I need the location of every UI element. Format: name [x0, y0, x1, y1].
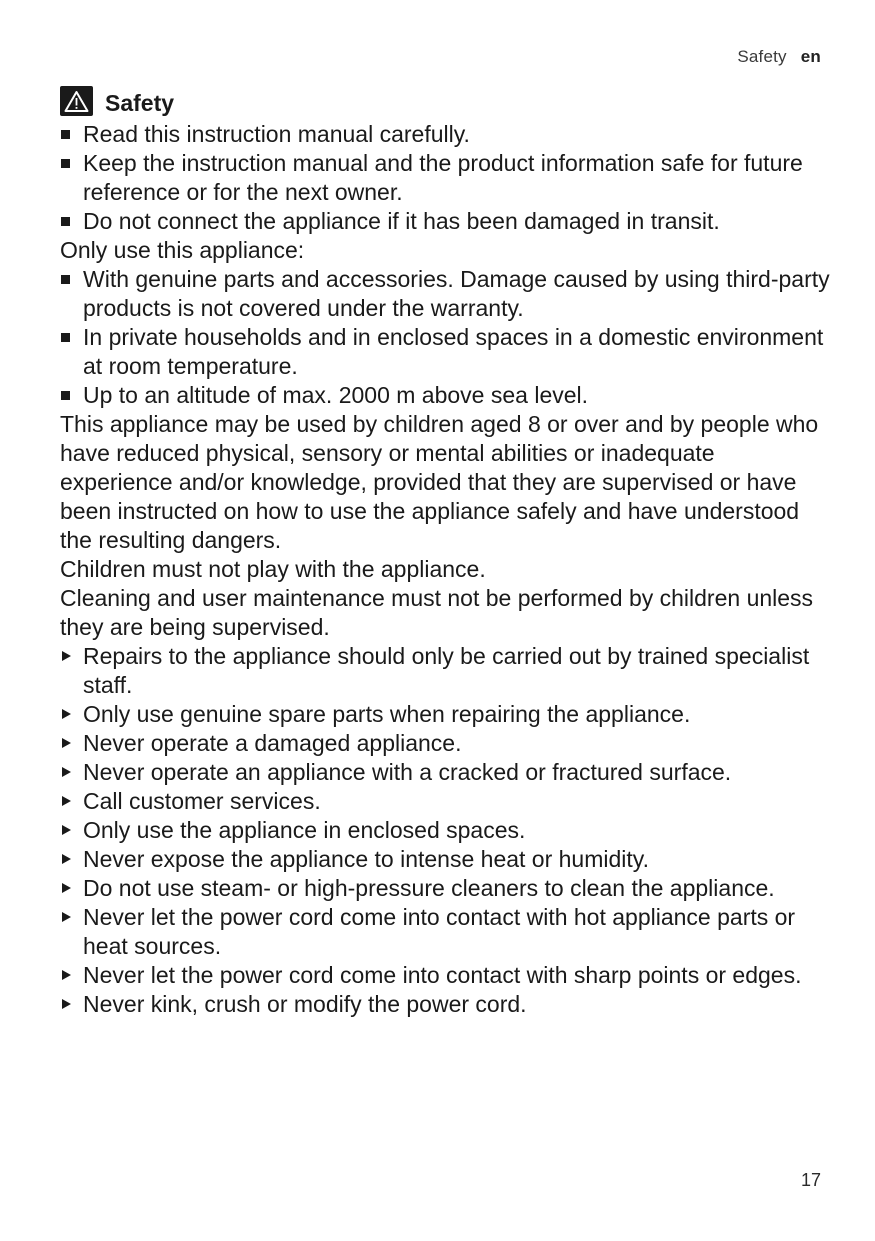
list-item: [60, 149, 830, 207]
list-item-text: In private households and in enclosed spaces in a domestic environment at room temperature.: [83, 324, 824, 379]
action-item: [60, 816, 830, 845]
list-item-text: Read this instruction manual carefully.: [83, 121, 470, 147]
list-item-text: Up to an altitude of max. 2000 m above sea level.: [83, 382, 589, 408]
action-item: [60, 729, 830, 758]
action-item: [60, 758, 830, 787]
list-item: [60, 120, 830, 149]
action-item: [60, 787, 830, 816]
action-item-text: Never let the power cord come into contact with hot appliance parts or heat sources.: [83, 904, 796, 959]
header-section: Safety: [737, 47, 787, 66]
triangle-arrow-icon: [62, 883, 71, 893]
square-bullet-icon: [61, 333, 70, 342]
action-item: [60, 845, 830, 874]
triangle-arrow-icon: [62, 999, 71, 1009]
section-title-row: [60, 84, 174, 118]
play-paragraph: Children must not play with the appliance.: [60, 556, 486, 582]
list-item: [60, 207, 830, 236]
running-header: [737, 47, 821, 67]
page-number: 17: [800, 1170, 821, 1190]
action-item: [60, 700, 830, 729]
section-title: Safety: [105, 89, 175, 116]
triangle-arrow-icon: [62, 912, 71, 922]
action-item-text: Only use genuine spare parts when repairing the appliance.: [83, 701, 691, 727]
triangle-arrow-icon: [62, 651, 71, 661]
list-item: [60, 381, 830, 410]
action-item-text: Call customer services.: [83, 788, 321, 814]
safety-content: [60, 120, 830, 1019]
triangle-arrow-icon: [62, 854, 71, 864]
action-item-text: Never operate a damaged appliance.: [83, 730, 462, 756]
square-bullet-icon: [61, 217, 70, 226]
triangle-arrow-icon: [62, 970, 71, 980]
action-item-text: Never expose the appliance to intense heat or humidity.: [83, 846, 649, 872]
list-item-text: Do not connect the appliance if it has been damaged in transit.: [83, 208, 720, 234]
list-item-text: Keep the instruction manual and the product information safe for future reference or for the next owner.: [83, 150, 803, 205]
action-item-text: Never let the power cord come into contact with sharp points or edges.: [83, 962, 802, 988]
action-item-text: Only use the appliance in enclosed spaces.: [83, 817, 526, 843]
square-bullet-icon: [61, 159, 70, 168]
list-item-text: With genuine parts and accessories. Damage caused by using third-party products is not covered under the warranty.: [83, 266, 830, 321]
triangle-arrow-icon: [62, 709, 71, 719]
square-bullet-icon: [61, 391, 70, 400]
children-paragraph: This appliance may be used by children aged 8 or over and by people who have reduced physical, sensory or mental abilities or inadequate experience and/or knowledge, provided that they are supervised or have been instructed on how to use the appliance safely and have understood the resulting dangers.: [60, 411, 819, 553]
warning-triangle-icon: [60, 86, 93, 116]
action-item-text: Never kink, crush or modify the power cord.: [83, 991, 527, 1017]
list-item: [60, 265, 830, 323]
action-item: [60, 961, 830, 990]
action-item-text: Do not use steam- or high-pressure cleaners to clean the appliance.: [83, 875, 775, 901]
triangle-arrow-icon: [62, 767, 71, 777]
action-item: [60, 874, 830, 903]
cleaning-paragraph: Cleaning and user maintenance must not be performed by children unless they are being supervised.: [60, 585, 814, 640]
triangle-arrow-icon: [62, 738, 71, 748]
list-item: [60, 323, 830, 381]
action-item: [60, 903, 830, 961]
square-bullet-icon: [61, 130, 70, 139]
action-item: [60, 642, 830, 700]
triangle-arrow-icon: [62, 796, 71, 806]
square-bullet-icon: [61, 275, 70, 284]
action-item-text: Never operate an appliance with a cracked or fractured surface.: [83, 759, 732, 785]
triangle-arrow-icon: [62, 825, 71, 835]
use-heading: Only use this appliance:: [60, 237, 305, 263]
action-item: [60, 990, 830, 1019]
action-item-text: Repairs to the appliance should only be carried out by trained specialist staff.: [83, 643, 810, 698]
header-language: en: [800, 47, 821, 66]
